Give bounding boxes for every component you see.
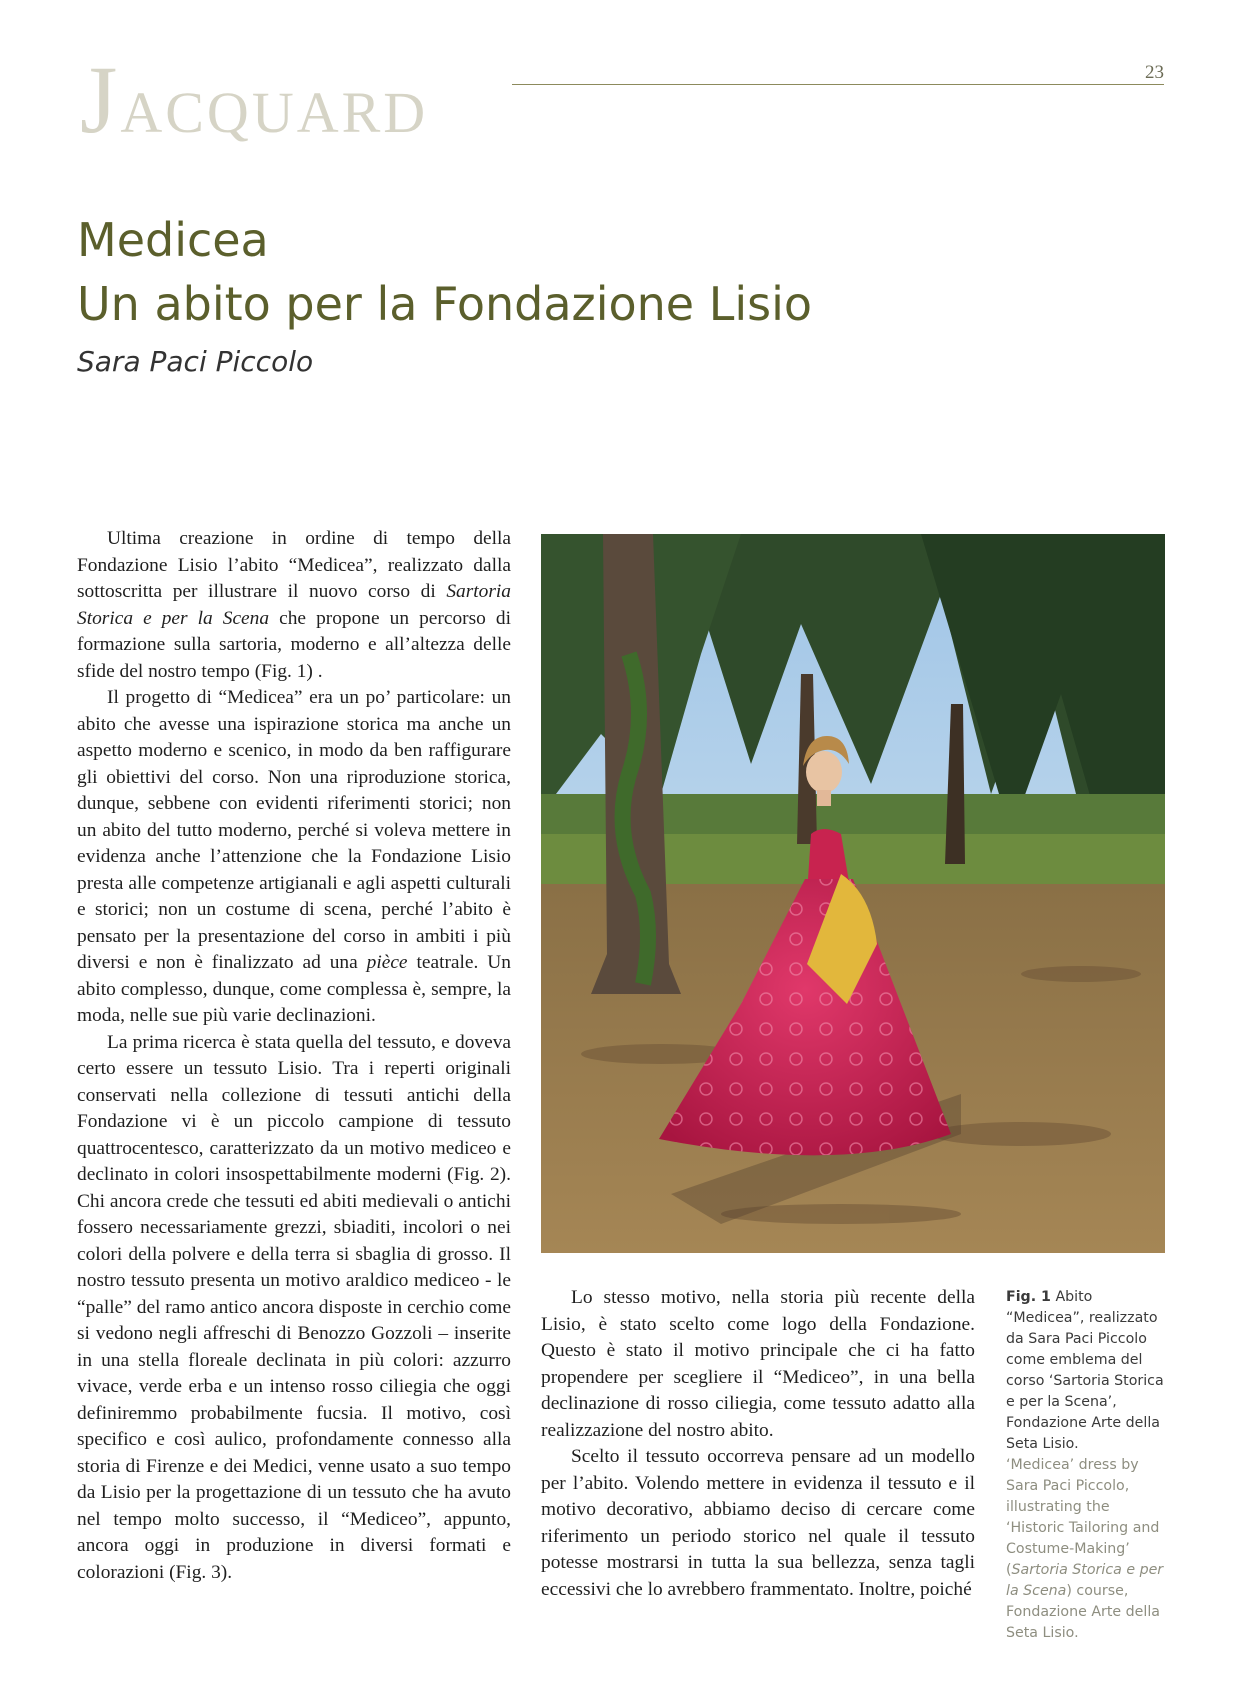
body-column-right xyxy=(541,1285,975,1603)
paragraph-1 xyxy=(77,526,511,685)
photo-woman-in-red-dress-image xyxy=(541,534,1165,1253)
masthead-initial: J xyxy=(80,46,121,153)
course-name-italic: Sartoria Storica e per la Scena xyxy=(77,581,511,629)
article-title xyxy=(77,208,812,336)
paragraph-5: Scelto il tessuto occorreva pensare ad un modello per l’abito. Volendo mettere in evidenza il tessuto e il motivo decorativo, abbiamo deciso di cercare come riferimento un periodo storico nel quale il tessuto potesse mostrarsi in tutta la sua bellezza, senza tagli eccessivi che lo avrebbero frammentato. Inoltre, poiché xyxy=(541,1446,975,1600)
caption-en-b: ) course, Fondazione Arte della Seta Lisio. xyxy=(1006,1583,1160,1641)
p2-text-a: Il progetto di “Medicea” era un po’ particolare: un abito che avesse una ispirazione storica ma anche un aspetto moderno e scenico, in modo da ben raffigurare gli obiettivi del corso. Non una riproduzione storica, dunque, sebbene con evidenti riferimenti storici; non un abito del tutto moderno, perché si voleva mettere in evidenza anche l’attenzione che la Fondazione Lisio presta alle competenze artigianali e agli aspetti culturali e storici; non un costume di scena, perché l’abito è pensato per la presentazione del corso in ambiti i più diversi e non è finalizzato ad una xyxy=(77,687,511,973)
magazine-masthead xyxy=(80,46,429,153)
page-number: 23 xyxy=(1145,62,1164,83)
masthead-rest: ACQUARD xyxy=(120,80,429,145)
caption-en-italic: Sartoria Storica e per la Scena xyxy=(1006,1562,1164,1599)
article-author: Sara Paci Piccolo xyxy=(77,345,314,378)
figure-1-caption xyxy=(1006,1287,1166,1644)
piece-italic: pièce xyxy=(366,952,408,973)
paragraph-4: Lo stesso motivo, nella storia più recente della Lisio, è stato scelto come logo della Fondazione. Questo è stato il motivo principale che ci ha fatto propendere per scegliere il “Mediceo”, in una bella declinazione di rosso ciliegia, come tessuto adatto alla realizzazione del nostro abito. xyxy=(541,1287,975,1441)
p2-text-b: teatrale. Un abito complesso, dunque, come complessa è, sempre, la moda, nelle sue più varie declinazioni. xyxy=(77,952,511,1026)
caption-italian: Abito “Medicea”, realizzato da Sara Paci Piccolo come emblema del corso ‘Sartoria Storica e per la Scena’, Fondazione Arte della Seta Lisio. xyxy=(1006,1289,1164,1452)
p1-text-b: che propone un percorso di formazione sulla sartoria, moderno e all’altezza delle sfide del nostro tempo (Fig. 1) . xyxy=(77,607,511,682)
caption-en-a: ‘Medicea’ dress by Sara Paci Piccolo, illustrating the ‘Historic Tailoring and Costume-Making’ ( xyxy=(1006,1457,1160,1578)
body-column-left xyxy=(77,526,511,1586)
paragraph-3: La prima ricerca è stata quella del tessuto, e doveva certo essere un tessuto Lisio. Tra i reperti originali conservati nella collezione di tessuti antichi della Fondazione vi è un piccolo campione di tessuto quattrocentesco, caratterizzato da un motivo mediceo e declinato in colori insospettabilmente moderni (Fig. 2). Chi ancora crede che tessuti ed abiti medievali o antichi fossero necessariamente grezzi, sbiaditi, incolori o nei colori della polvere e della terra si sbaglia di grosso. Il nostro tessuto presenta un motivo araldico mediceo - le “palle” del ramo antico ancora disposte in cerchio come si vedono negli affreschi di Benozzo Gozzoli – inserite in una stella floreale declinata in più colori: azzurro vivace, verde erba e un intenso rosso ciliegia che oggi definiremmo probabilmente fucsia. Il motivo, così specifico e così aulico, profondamente connesso alla storia di Firenze e dei Medici, venne usato a suo tempo da Lisio per la progettazione di un tessuto che ha avuto nel tempo molto successo, il “Mediceo”, appunto, ancora oggi in produzione in diversi formati e colorazioni (Fig. 3). xyxy=(77,1031,511,1583)
title-line-2: Un abito per la Fondazione Lisio xyxy=(77,277,812,331)
figure-1-photo xyxy=(541,534,1165,1253)
title-line-1: Medicea xyxy=(77,213,269,267)
caption-english xyxy=(1006,1457,1163,1641)
figure-label: Fig. 1 xyxy=(1006,1289,1051,1305)
paragraph-2 xyxy=(77,685,511,1030)
header-rule xyxy=(512,84,1164,85)
p1-text-a: Ultima creazione in ordine di tempo della Fondazione Lisio l’abito “Medicea”, realizzato dalla sottoscritta per illustrare il nuovo corso di xyxy=(77,528,511,602)
